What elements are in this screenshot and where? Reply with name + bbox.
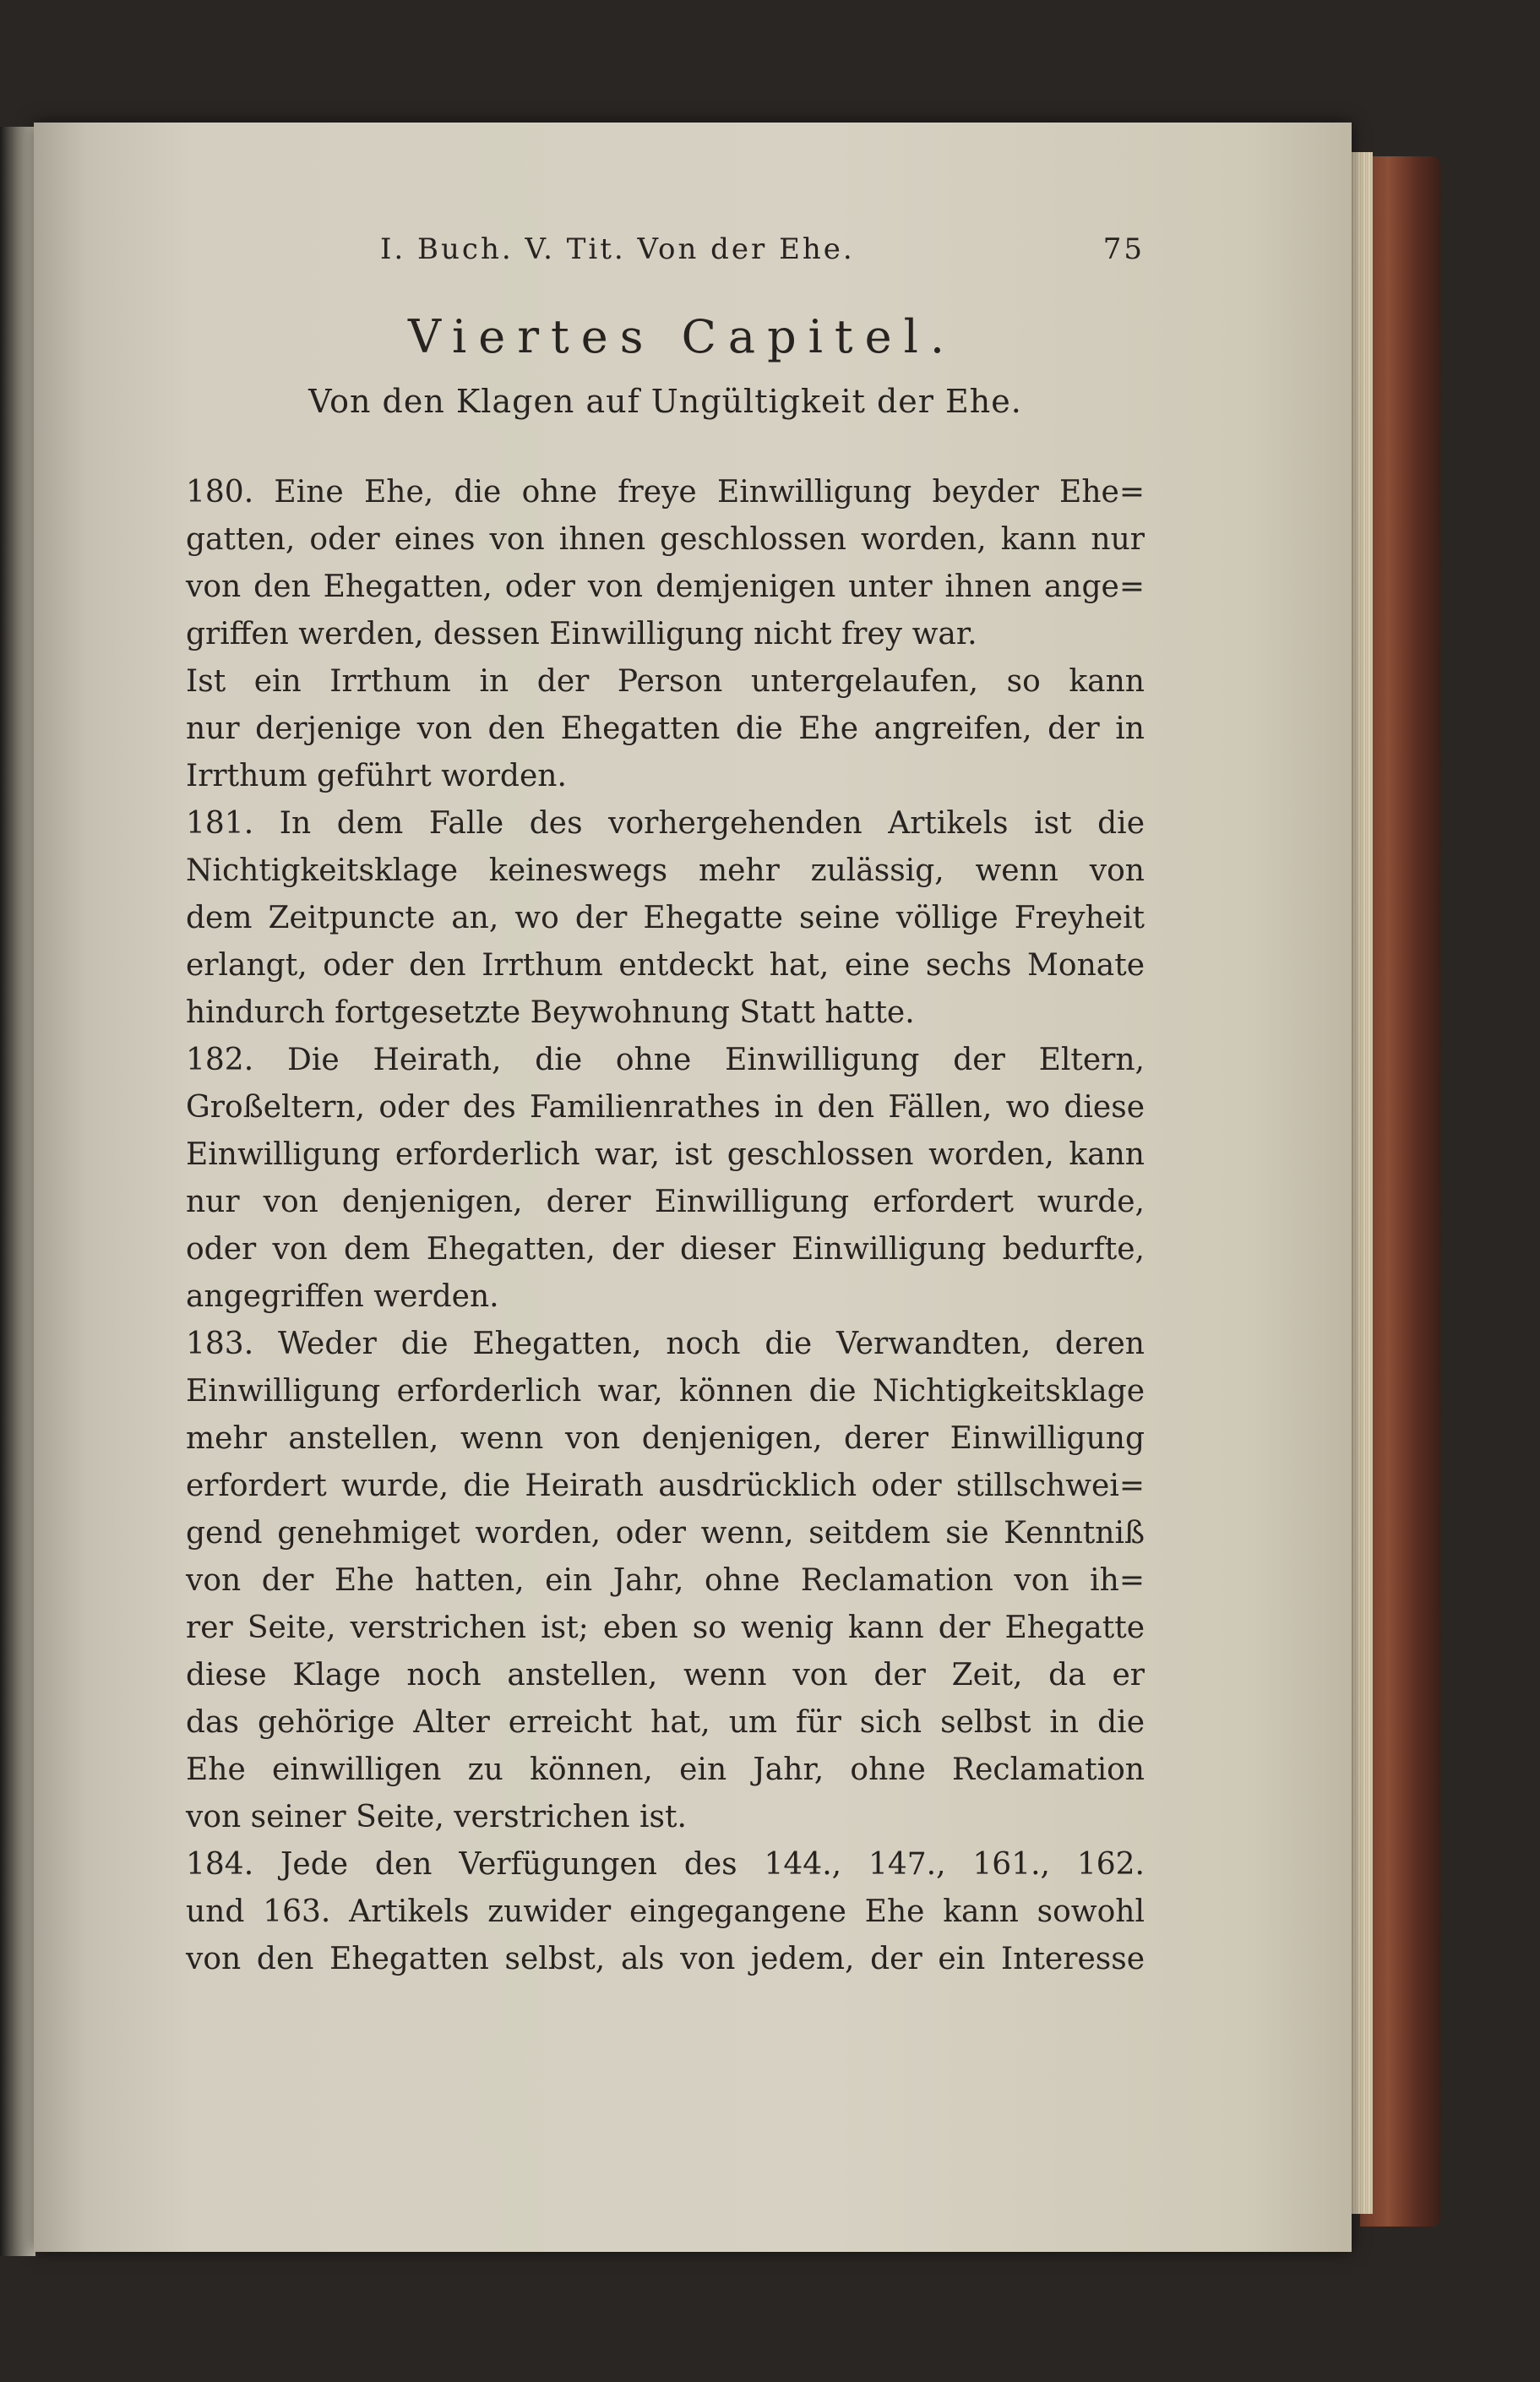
- page-number: 75: [1102, 232, 1145, 266]
- text-line: von der Ehe hatten, ein Jahr, ohne Reclamation von ih=: [186, 1563, 1145, 1598]
- text-line: 183. Weder die Ehegatten, noch die Verwandten, deren: [186, 1327, 1145, 1361]
- text-line: von den Ehegatten, oder von demjenigen unter ihnen ange=: [186, 570, 1145, 604]
- facing-page-edge: [0, 127, 35, 2256]
- page-text: [186, 232, 1145, 1983]
- text-line: Ist ein Irrthum in der Person untergelaufen, so kann: [186, 664, 1145, 699]
- text-line: 182. Die Heirath, die ohne Einwilligung der Eltern,: [186, 1043, 1145, 1077]
- body-text: [186, 469, 1145, 1983]
- text-line: und 163. Artikels zuwider eingegangene Ehe kann sowohl: [186, 1894, 1145, 1929]
- text-line: Einwilligung erforderlich war, können die Nichtigkeitsklage: [186, 1374, 1145, 1409]
- text-line: 184. Jede den Verfügungen des 144., 147., 161., 162.: [186, 1847, 1145, 1882]
- text-line: 181. In dem Falle des vorhergehenden Artikels ist die: [186, 806, 1145, 841]
- running-head-title: I. Buch. V. Tit. Von der Ehe.: [380, 232, 855, 266]
- text-line: gend genehmiget worden, oder wenn, seitdem sie Kenntniß: [186, 1516, 1145, 1551]
- text-line: angegriffen werden.: [186, 1279, 499, 1314]
- text-line: Ehe einwilligen zu können, ein Jahr, ohne Reclamation: [186, 1752, 1145, 1787]
- book-page: [34, 123, 1352, 2252]
- chapter-heading: Viertes Capitel.: [407, 310, 957, 363]
- running-head: [186, 232, 1145, 283]
- text-line: erlangt, oder den Irrthum entdeckt hat, eine sechs Monate: [186, 948, 1145, 983]
- text-line: das gehörige Alter erreicht hat, um für sich selbst in die: [186, 1705, 1145, 1740]
- spacer: [186, 435, 1145, 469]
- text-line: erfordert wurde, die Heirath ausdrücklich oder stillschwei=: [186, 1469, 1145, 1503]
- paragraph: [186, 1037, 1145, 1321]
- text-line: nur von denjenigen, derer Einwilligung erfordert wurde,: [186, 1185, 1145, 1219]
- text-line: nur derjenige von den Ehegatten die Ehe angreifen, der in: [186, 711, 1145, 746]
- text-line: diese Klage noch anstellen, wenn von der Zeit, da er: [186, 1658, 1145, 1692]
- text-line: mehr anstellen, wenn von denjenigen, derer Einwilligung: [186, 1421, 1145, 1456]
- text-line: dem Zeitpuncte an, wo der Ehegatte seine völlige Freyheit: [186, 901, 1145, 935]
- text-line: gatten, oder eines von ihnen geschlossen worden, kann nur: [186, 522, 1145, 557]
- text-line: griffen werden, dessen Einwilligung nicht frey war.: [186, 617, 977, 651]
- paragraph: [186, 469, 1145, 658]
- paragraph: [186, 800, 1145, 1037]
- text-line: hindurch fortgesetzte Beywohnung Statt hatte.: [186, 995, 915, 1030]
- text-line: von den Ehegatten selbst, als von jedem, der ein Interesse: [186, 1942, 1145, 1976]
- text-line: Großeltern, oder des Familienrathes in den Fällen, wo diese: [186, 1090, 1145, 1125]
- text-line: 180. Eine Ehe, die ohne freye Einwilligung beyder Ehe=: [186, 475, 1145, 510]
- text-line: von seiner Seite, verstrichen ist.: [186, 1800, 687, 1834]
- paragraph: [186, 658, 1145, 800]
- text-line: oder von dem Ehegatten, der dieser Einwilligung bedurfte,: [186, 1232, 1145, 1267]
- paragraph: [186, 1841, 1145, 1983]
- text-line: Nichtigkeitsklage keineswegs mehr zulässig, wenn von: [186, 853, 1145, 888]
- text-line: Einwilligung erforderlich war, ist geschlossen worden, kann: [186, 1137, 1145, 1172]
- chapter-subtitle: Von den Klagen auf Ungültigkeit der Ehe.: [308, 383, 1022, 420]
- text-line: Irrthum geführt worden.: [186, 759, 567, 793]
- paragraph: [186, 1321, 1145, 1841]
- text-line: rer Seite, verstrichen ist; eben so wenig kann der Ehegatte: [186, 1611, 1145, 1645]
